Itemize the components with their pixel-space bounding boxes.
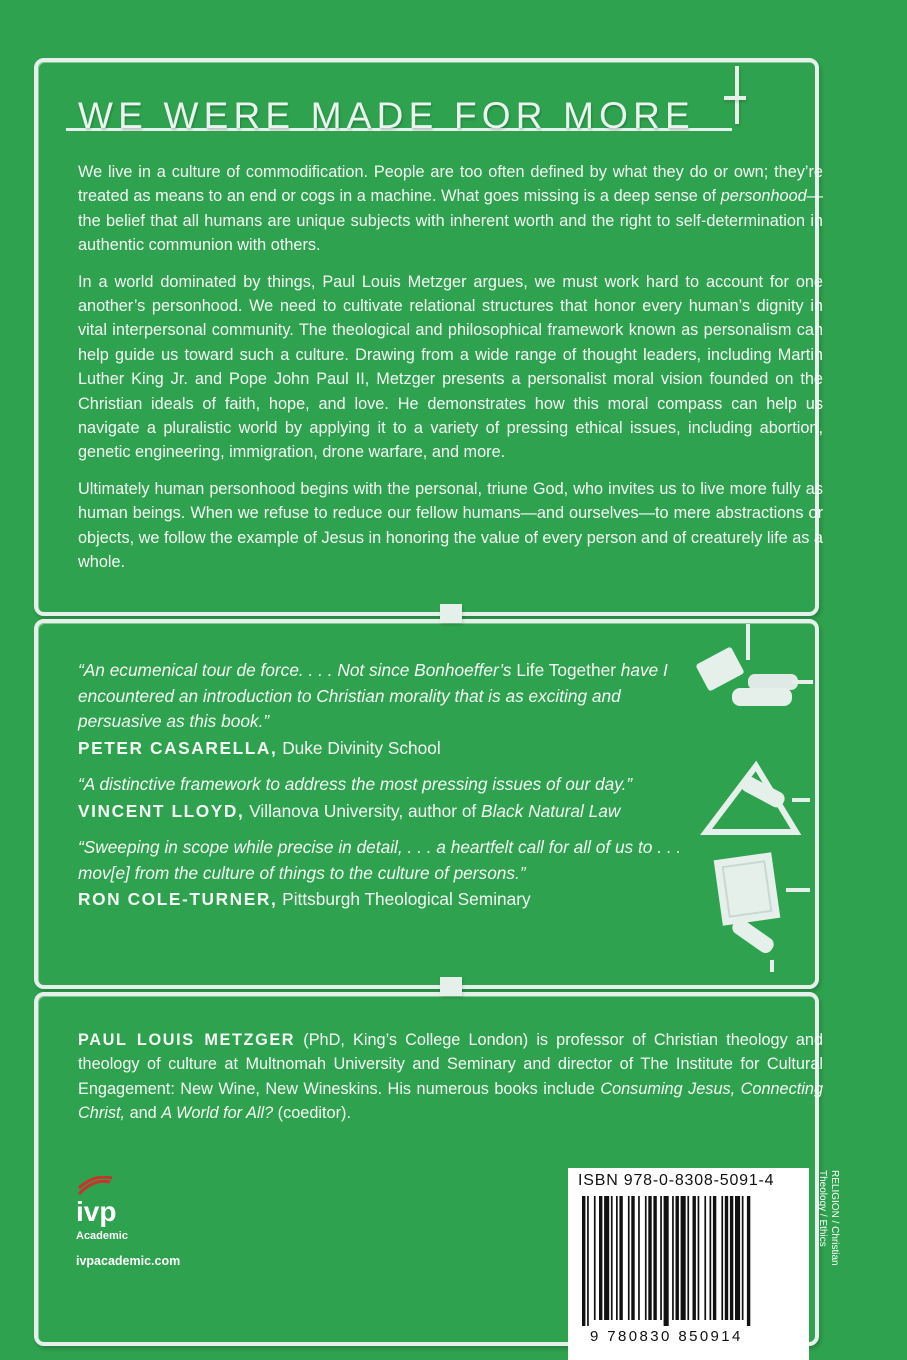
endorsement-quote: [78, 658, 698, 735]
text: have I encountered an introduction to Christian morality that is as exciting and persuasive as this book.”: [78, 660, 668, 731]
book-title: Black Natural Law: [481, 800, 621, 821]
description-paragraph: Ultimately human personhood begins with the personal, triune God, who invites us to live more fully as human beings. When we refuse to reduce our fellow humans—and ourselves—to mere abstractions or objects, we follow the example of Jesus in honoring the value of every person and of creaturely life as a whole.: [78, 479, 823, 572]
barcode-bar: [631, 1196, 634, 1320]
barcode-bar: [742, 1196, 744, 1320]
text: We live in a culture of commodification. People are too often defined by what they do or own; they’re treated as means to an end or cogs in a machine. What goes missing is a deep sense of: [78, 163, 823, 206]
barcode-bar: [645, 1196, 647, 1320]
sprue-connector: [440, 977, 462, 996]
endorser-name: RON COLE-TURNER,: [78, 889, 278, 909]
book-title: Connecting Christ,: [78, 1079, 823, 1123]
text: “An ecumenical tour de force. . . . Not since Bonhoeffer’s: [78, 660, 517, 680]
barcode-bar: [730, 1196, 733, 1320]
text: —the belief that all humans are unique subjects with inherent worth and the right to self-determination in authentic communion with others.: [78, 187, 823, 255]
barcode-bars: [582, 1196, 794, 1326]
endorsement: [78, 658, 698, 761]
category-text: [816, 1170, 840, 1266]
category-line: RELIGION / Christian: [829, 1170, 840, 1266]
barcode-bar: [619, 1196, 622, 1320]
endorsement-quote: “Sweeping in scope while precise in detail, . . . a heartfelt call for all of us to . . . mov[e] from the culture of things to the culture of persons.”: [78, 837, 682, 883]
barcode-bar: [693, 1196, 696, 1320]
book-title: Consuming Jesus,: [600, 1079, 736, 1098]
barcode-bar: [721, 1196, 723, 1320]
description-paragraph: [78, 160, 823, 258]
hand-with-drawing-board-illustration: [700, 852, 810, 972]
barcode-bar: [681, 1196, 686, 1320]
logo-imprint: Academic: [76, 1230, 128, 1242]
headline: WE WERE MADE FOR MORE: [78, 95, 695, 136]
barcode-bar: [704, 1196, 706, 1320]
endorsement-attribution: [78, 887, 698, 913]
barcode-bar: [710, 1196, 712, 1320]
category-line: Theology / Ethics: [817, 1170, 828, 1247]
barcode-bar: [687, 1196, 689, 1320]
barcode-bar: [638, 1196, 640, 1320]
barcode-bar: [594, 1196, 596, 1320]
endorsement-attribution: [78, 736, 698, 762]
isbn-label: ISBN 978-0-8308-5091-4: [578, 1172, 775, 1189]
barcode: [568, 1168, 809, 1360]
book-title: A World for All?: [161, 1104, 274, 1123]
author-bio: [78, 1028, 823, 1126]
book-title: Life Together: [516, 660, 616, 680]
barcode-digits: 9 780830 850914: [590, 1328, 743, 1345]
endorsement: [78, 772, 698, 824]
barcode-bar: [747, 1196, 750, 1326]
barcode-bar: [698, 1196, 700, 1320]
endorser-name: VINCENT LLOYD,: [78, 800, 245, 821]
endorser-affiliation: Duke Divinity School: [277, 737, 441, 758]
emphasis: personhood: [720, 187, 807, 206]
logo-arcs-icon: [76, 1176, 122, 1198]
text: and: [125, 1104, 162, 1123]
barcode-bar: [648, 1196, 651, 1320]
barcode-bar: [616, 1196, 618, 1320]
sprue-connector: [440, 604, 462, 623]
description: [78, 160, 823, 587]
barcode-bar: [713, 1196, 716, 1320]
barcode-bar: [660, 1196, 662, 1320]
barcode-bar: [604, 1196, 609, 1320]
hand-with-pen-illustration: [688, 624, 813, 724]
description-paragraph: In a world dominated by things, Paul Louis Metzger argues, we must work hard to account for one another’s personhood. We need to cultivate relational structures that honor every human’s dignity in vital interpersonal community. The theological and philosophical framework known as personalism can help guide us toward such a culture. Drawing from a wide range of thought leaders, including Martin Luther King Jr. and Pope John Paul II, Metzger presents a personalist moral vision founded on the Christian ideals of faith, hope, and love. He demonstrates how this moral compass can help us navigate a pluralistic world by applying it to a variety of pressing ethical issues, including abortion, genetic engineering, immigration, drone warfare, and more.: [78, 272, 823, 462]
barcode-bar: [725, 1196, 728, 1320]
barcode-bar: [628, 1196, 630, 1320]
barcode-bar: [599, 1196, 602, 1320]
hand-with-set-square-illustration: [700, 758, 810, 838]
text: (coeditor).: [273, 1104, 351, 1123]
logo-wordmark: ivp: [76, 1196, 117, 1227]
barcode-bar: [653, 1196, 656, 1320]
endorsement-attribution: [78, 799, 698, 825]
barcode-bar: [735, 1196, 740, 1320]
text: (PhD, King’s College London) is professor of Christian theology and theology of culture at Multnomah University and Seminary and director of The Institute for Cultural Engagement: New Wine, New Wineskins. His numerous books include: [78, 1031, 823, 1098]
endorsement: [78, 835, 698, 913]
endorser-affiliation: Pittsburgh Theological Seminary: [277, 889, 531, 909]
endorser-name: PETER CASARELLA,: [78, 737, 278, 758]
barcode-bar: [582, 1196, 585, 1326]
barcode-bar: [676, 1196, 679, 1320]
barcode-bar: [611, 1196, 613, 1320]
author-name: PAUL LOUIS METZGER: [78, 1031, 296, 1049]
endorser-affiliation: Villanova University, author of: [244, 800, 482, 821]
barcode-bar: [664, 1196, 669, 1326]
category-label: [812, 1170, 842, 1330]
endorsements: [78, 658, 698, 913]
barcode-bar: [672, 1196, 674, 1320]
barcode-bar: [587, 1196, 589, 1326]
endorsement-quote: “A distinctive framework to address the most pressing issues of our day.”: [78, 774, 633, 794]
publisher-url: ivpacademic.com: [76, 1254, 181, 1268]
